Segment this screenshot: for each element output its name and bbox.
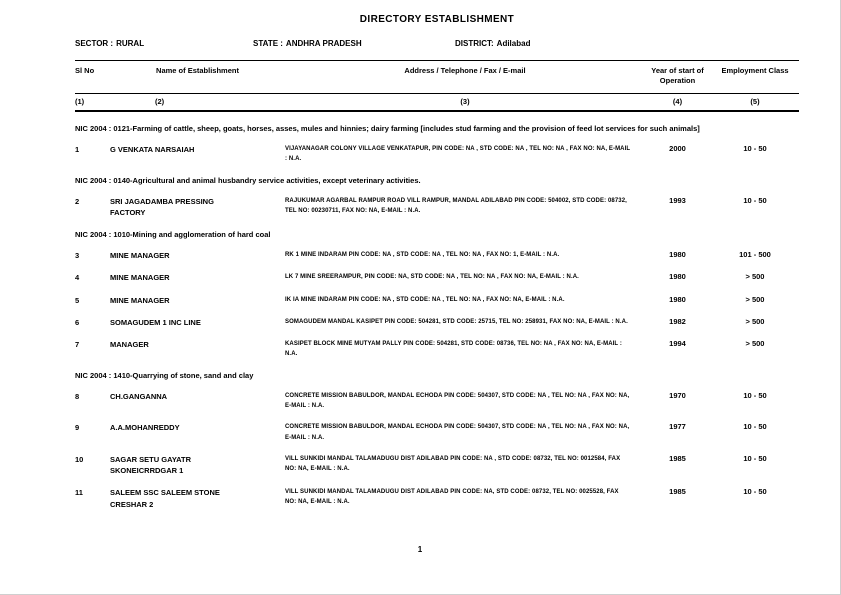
table-row [75, 317, 799, 328]
col-num-4: (4) [672, 97, 683, 107]
table-row [75, 339, 799, 359]
establishment-name: SALEEM SSC SALEEM STONE CRESHAR 2 [110, 488, 220, 509]
establishment-address: CONCRETE MISSION BABULDOR, MANDAL ECHODA PIN CODE: 504307, STD CODE: NA , TEL NO: NA , FAX NO: NA, E-MAIL : N.A. [285, 393, 630, 410]
year-of-start: 2000 [669, 143, 686, 153]
establishment-name: MINE MANAGER [110, 295, 170, 305]
establishment-name: SOMAGUDEM 1 INC LINE [110, 317, 201, 327]
employment-class: 10 - 50 [743, 422, 767, 432]
row-sl-no: 8 [75, 392, 80, 401]
establishment-name: G VENKATA NARSAIAH [110, 144, 195, 154]
employment-class: 10 - 50 [743, 453, 767, 463]
row-sl-no: 4 [75, 273, 80, 283]
row-sl-no: 9 [75, 423, 80, 433]
establishment-name: A.A.MOHANREDDY [110, 423, 180, 433]
establishment-address: LK 7 MINE SREERAMPUR, PIN CODE: NA, STD CODE: NA , TEL NO: NA , FAX NO: NA, E-MAIL : N.A. [285, 274, 579, 281]
col-num-2: (2) [155, 97, 165, 107]
row-sl-no: 11 [75, 488, 83, 498]
sector-field [75, 39, 253, 48]
employment-class: > 500 [745, 272, 765, 282]
column-number-row [75, 94, 799, 112]
employment-class: 10 - 50 [743, 391, 767, 400]
establishment-address: RAJUKUMAR AGARBAL RAMPUR ROAD VILL RAMPUR, MANDAL ADILABAD PIN CODE: 504002, STD CODE: 08732, TEL NO: 00230711, FAX NO: NA, E-MAIL : N.A. [285, 197, 627, 215]
year-of-start: 1980 [669, 250, 686, 259]
state-label: STATE : [253, 39, 283, 48]
col-num-3: (3) [460, 97, 470, 107]
table-row [75, 250, 799, 261]
district-value: Adilabad [496, 39, 531, 48]
nic-section-heading: NIC 2004 : 1010-Mining and agglomeration of hard coal [75, 230, 271, 240]
establishment-address: SOMAGUDEM MANDAL KASIPET PIN CODE: 504281, STD CODE: 25715, TEL NO: 258931, FAX NO: NA, E-MAIL : N.A. [285, 318, 628, 325]
district-label: DISTRICT: [455, 39, 494, 48]
sector-value: RURAL [116, 39, 145, 48]
header-name: Name of Establishment [156, 66, 239, 75]
header-year: Year of start of Operation [651, 66, 704, 86]
employment-class: 101 - 500 [739, 250, 771, 259]
col-num-5: (5) [750, 97, 760, 107]
table-row [75, 422, 799, 442]
employment-class: 10 - 50 [743, 195, 767, 205]
sector-label: SECTOR : [75, 39, 114, 48]
establishment-address: RK 1 MINE INDARAM PIN CODE: NA , STD CODE: NA , TEL NO: NA , FAX NO: 1, E-MAIL : N.A. [285, 252, 560, 258]
year-of-start: 1980 [669, 294, 686, 304]
row-sl-no: 1 [75, 144, 80, 154]
header-sl-no: Sl No [75, 66, 95, 75]
establishment-name: MINE MANAGER [110, 251, 170, 260]
page-number: 1 [417, 545, 423, 554]
employment-class: > 500 [745, 316, 765, 326]
establishment-address: CONCRETE MISSION BABULDOR, MANDAL ECHODA PIN CODE: 504307, STD CODE: NA , TEL NO: NA , FAX NO: NA, E-MAIL : N.A. [285, 424, 630, 441]
table-row [75, 144, 799, 164]
establishment-name: CH.GANGANNA [110, 392, 168, 401]
establishment-address: VIJAYANAGAR COLONY VILLAGE VENKATAPUR, PIN CODE: NA , STD CODE: NA , TEL NO: NA , FAX NO: NA, E-MAIL : N.A. [285, 145, 631, 163]
year-of-start: 1985 [669, 453, 686, 463]
year-of-start: 1994 [669, 339, 686, 348]
year-of-start: 1982 [669, 316, 686, 326]
row-sl-no: 6 [75, 317, 80, 327]
nic-section-heading: NIC 2004 : 0121-Farming of cattle, sheep, goats, horses, asses, mules and hinnies; dairy farming [includes stud farming and the provision of feed lot services for such animals] [75, 124, 700, 134]
table-row [75, 196, 799, 219]
establishment-name: MANAGER [110, 340, 149, 349]
table-row [75, 295, 799, 306]
meta-row [75, 39, 799, 48]
establishment-address: VILL SUNKIDI MANDAL TALAMADUGU DIST ADILABAD PIN CODE: NA, STD CODE: 08732, TEL NO: 0025528, FAX NO: NA, E-MAIL : N.A. [285, 489, 619, 506]
employment-class: > 500 [745, 294, 765, 304]
state-field [253, 39, 455, 48]
table-row [75, 272, 799, 283]
establishment-address: IK IA MINE INDARAM PIN CODE: NA , STD CODE: NA , TEL NO: NA , FAX NO: NA, E-MAIL : N.A. [285, 296, 565, 303]
employment-class: > 500 [745, 339, 765, 348]
year-of-start: 1980 [669, 272, 686, 282]
row-sl-no: 3 [75, 251, 80, 260]
row-sl-no: 5 [75, 295, 80, 305]
employment-class: 10 - 50 [743, 487, 767, 497]
row-sl-no: 10 [75, 454, 84, 464]
col-num-1: (1) [75, 97, 85, 107]
establishment-name: MINE MANAGER [110, 273, 170, 283]
header-employment: Employment Class [721, 66, 789, 75]
district-field [455, 39, 799, 48]
year-of-start: 1993 [669, 195, 686, 205]
year-of-start: 1985 [669, 487, 686, 497]
table-row [75, 454, 799, 477]
page-title: DIRECTORY ESTABLISHMENT [359, 14, 515, 25]
table-row [75, 487, 799, 510]
nic-section-heading: NIC 2004 : 0140-Agricultural and animal husbandry service activities, except veterinary activities. [75, 176, 421, 186]
establishment-address: KASIPET BLOCK MINE MUTYAM PALLY PIN CODE: 504281, STD CODE: 08736, TEL NO: NA , FAX NO: NA, E-MAIL : N.A. [285, 341, 622, 358]
table-row [75, 391, 799, 411]
establishment-name: SAGAR SETU GAYATR SKONEICRRDGAR 1 [110, 454, 191, 475]
row-sl-no: 7 [75, 340, 80, 349]
state-value: ANDHRA PRADESH [285, 39, 362, 48]
year-of-start: 1970 [669, 391, 686, 400]
row-sl-no: 2 [75, 196, 80, 206]
header-address: Address / Telephone / Fax / E-mail [404, 66, 526, 75]
establishment-address: VILL SUNKIDI MANDAL TALAMADUGU DIST ADILABAD PIN CODE: NA , STD CODE: 08732, TEL NO: 0012584, FAX NO: NA, E-MAIL : N.A. [285, 455, 621, 472]
year-of-start: 1977 [669, 422, 686, 432]
nic-section-heading: NIC 2004 : 1410-Quarrying of stone, sand and clay [75, 371, 254, 381]
establishment-name: SRI JAGADAMBA PRESSING FACTORY [110, 196, 214, 218]
table-header [75, 60, 799, 94]
employment-class: 10 - 50 [743, 143, 767, 153]
